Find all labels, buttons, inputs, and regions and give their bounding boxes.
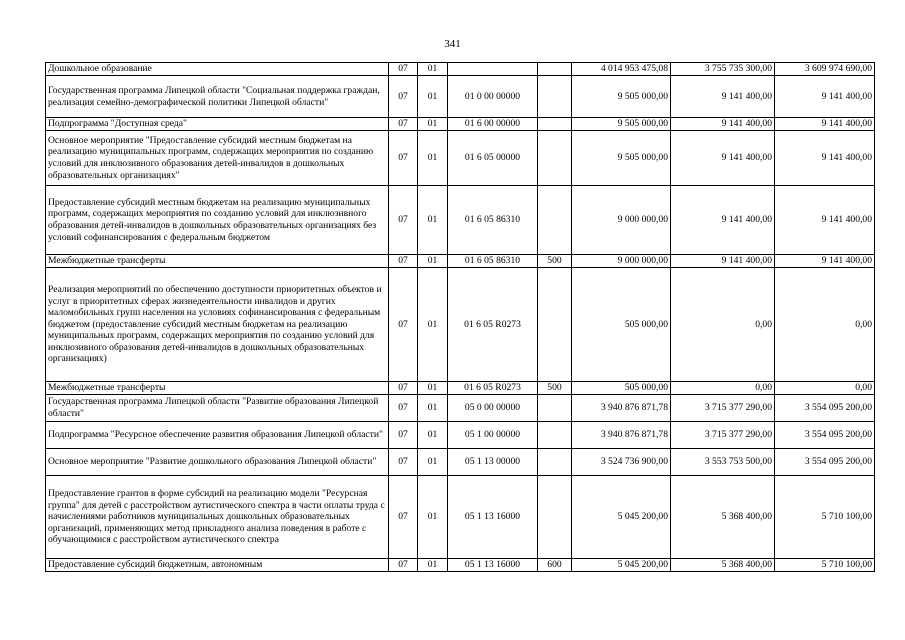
section-code: 07 bbox=[389, 118, 418, 131]
table-row bbox=[46, 131, 875, 186]
target-article-code: 05 1 13 16000 bbox=[448, 559, 538, 572]
target-article-code: 05 0 00 00000 bbox=[448, 395, 538, 422]
subsection-code: 01 bbox=[418, 118, 448, 131]
amount-year-2: 9 141 400,00 bbox=[671, 131, 775, 186]
row-name: Основное мероприятие "Развитие дошкольного образования Липецкой области" bbox=[46, 449, 389, 476]
target-article-code: 01 6 00 00000 bbox=[448, 118, 538, 131]
expense-type-code bbox=[538, 449, 572, 476]
target-article-code: 01 0 00 00000 bbox=[448, 76, 538, 118]
target-article-code: 01 6 05 R0273 bbox=[448, 382, 538, 395]
amount-year-1: 4 014 953 475,08 bbox=[572, 63, 671, 76]
amount-year-3: 3 609 974 690,00 bbox=[775, 63, 875, 76]
subsection-code: 01 bbox=[418, 395, 448, 422]
table-row bbox=[46, 118, 875, 131]
amount-year-1: 3 524 736 900,00 bbox=[572, 449, 671, 476]
section-code: 07 bbox=[389, 268, 418, 382]
table-row bbox=[46, 268, 875, 382]
table-row bbox=[46, 63, 875, 76]
amount-year-3: 3 554 095 200,00 bbox=[775, 422, 875, 449]
target-article-code: 01 6 05 86310 bbox=[448, 255, 538, 268]
table-row bbox=[46, 382, 875, 395]
amount-year-2: 3 715 377 290,00 bbox=[671, 422, 775, 449]
budget-table bbox=[45, 62, 875, 572]
row-name: Подпрограмма "Доступная среда" bbox=[46, 118, 389, 131]
amount-year-2: 3 715 377 290,00 bbox=[671, 395, 775, 422]
row-name: Основное мероприятие "Предоставление субсидий местным бюджетам на реализацию муниципальных программ, содержащих мероприятия по созданию условий для инклюзивного образования детей-инвалидов в дошкольных образовательных организациях" bbox=[46, 131, 389, 186]
section-code: 07 bbox=[389, 131, 418, 186]
expense-type-code bbox=[538, 395, 572, 422]
expense-type-code: 500 bbox=[538, 255, 572, 268]
amount-year-1: 9 000 000,00 bbox=[572, 186, 671, 255]
target-article-code: 01 6 05 86310 bbox=[448, 186, 538, 255]
row-name: Предоставление грантов в форме субсидий на реализацию модели "Ресурсная группа" для детей с расстройством аутистического спектра в части оплаты труда с начислениями работников муниципальных дошкольных образовательных организаций, применяющих метод прикладного анализа поведения в работе с обучающимися с расстройством аутистического спектра bbox=[46, 476, 389, 559]
section-code: 07 bbox=[389, 422, 418, 449]
section-code: 07 bbox=[389, 76, 418, 118]
subsection-code: 01 bbox=[418, 76, 448, 118]
table-row bbox=[46, 449, 875, 476]
row-name: Предоставление субсидий местным бюджетам на реализацию муниципальных программ, содержащих мероприятия по созданию условий для инклюзивного образования детей-инвалидов в дошкольных образовательных организациях без условий софинансирования с федеральным бюджетом bbox=[46, 186, 389, 255]
expense-type-code bbox=[538, 76, 572, 118]
row-name: Государственная программа Липецкой области "Социальная поддержка граждан, реализация семейно-демографической политики Липецкой области" bbox=[46, 76, 389, 118]
amount-year-3: 5 710 100,00 bbox=[775, 476, 875, 559]
row-name: Реализация мероприятий по обеспечению доступности приоритетных объектов и услуг в приоритетных сферах жизнедеятельности инвалидов и других маломобильных групп населения на условиях софинансирования с федеральным бюджетом (предоставление субсидий местным бюджетам на реализацию муниципальных программ, содержащих мероприятия по созданию условий для инклюзивного образования детей-инвалидов в дошкольных образовательных организациях) bbox=[46, 268, 389, 382]
amount-year-3: 3 554 095 200,00 bbox=[775, 449, 875, 476]
subsection-code: 01 bbox=[418, 268, 448, 382]
subsection-code: 01 bbox=[418, 131, 448, 186]
subsection-code: 01 bbox=[418, 186, 448, 255]
amount-year-2: 5 368 400,00 bbox=[671, 476, 775, 559]
table-row bbox=[46, 76, 875, 118]
section-code: 07 bbox=[389, 476, 418, 559]
amount-year-1: 505 000,00 bbox=[572, 268, 671, 382]
row-name: Межбюджетные трансферты bbox=[46, 382, 389, 395]
target-article-code: 05 1 13 16000 bbox=[448, 476, 538, 559]
amount-year-3: 9 141 400,00 bbox=[775, 186, 875, 255]
amount-year-3: 3 554 095 200,00 bbox=[775, 395, 875, 422]
expense-type-code: 500 bbox=[538, 382, 572, 395]
section-code: 07 bbox=[389, 186, 418, 255]
amount-year-3: 0,00 bbox=[775, 268, 875, 382]
amount-year-3: 5 710 100,00 bbox=[775, 559, 875, 572]
table-row bbox=[46, 559, 875, 572]
table-row bbox=[46, 395, 875, 422]
target-article-code: 01 6 05 R0273 bbox=[448, 268, 538, 382]
amount-year-1: 3 940 876 871,78 bbox=[572, 422, 671, 449]
expense-type-code: 600 bbox=[538, 559, 572, 572]
subsection-code: 01 bbox=[418, 449, 448, 476]
amount-year-1: 505 000,00 bbox=[572, 382, 671, 395]
amount-year-3: 9 141 400,00 bbox=[775, 255, 875, 268]
page-number: 341 bbox=[444, 38, 461, 50]
table-row bbox=[46, 422, 875, 449]
section-code: 07 bbox=[389, 255, 418, 268]
amount-year-2: 9 141 400,00 bbox=[671, 186, 775, 255]
subsection-code: 01 bbox=[418, 422, 448, 449]
amount-year-1: 3 940 876 871,78 bbox=[572, 395, 671, 422]
amount-year-1: 9 505 000,00 bbox=[572, 118, 671, 131]
subsection-code: 01 bbox=[418, 559, 448, 572]
section-code: 07 bbox=[389, 449, 418, 476]
amount-year-1: 9 000 000,00 bbox=[572, 255, 671, 268]
expense-type-code bbox=[538, 268, 572, 382]
section-code: 07 bbox=[389, 395, 418, 422]
target-article-code: 05 1 00 00000 bbox=[448, 422, 538, 449]
amount-year-2: 5 368 400,00 bbox=[671, 559, 775, 572]
row-name: Государственная программа Липецкой области "Развитие образования Липецкой области" bbox=[46, 395, 389, 422]
amount-year-1: 9 505 000,00 bbox=[572, 76, 671, 118]
subsection-code: 01 bbox=[418, 476, 448, 559]
expense-type-code bbox=[538, 186, 572, 255]
expense-type-code bbox=[538, 476, 572, 559]
target-article-code: 05 1 13 00000 bbox=[448, 449, 538, 476]
amount-year-3: 0,00 bbox=[775, 382, 875, 395]
subsection-code: 01 bbox=[418, 255, 448, 268]
amount-year-2: 0,00 bbox=[671, 382, 775, 395]
row-name: Межбюджетные трансферты bbox=[46, 255, 389, 268]
table-row bbox=[46, 476, 875, 559]
expense-type-code bbox=[538, 63, 572, 76]
section-code: 07 bbox=[389, 559, 418, 572]
subsection-code: 01 bbox=[418, 63, 448, 76]
target-article-code bbox=[448, 63, 538, 76]
amount-year-3: 9 141 400,00 bbox=[775, 131, 875, 186]
amount-year-2: 9 141 400,00 bbox=[671, 76, 775, 118]
subsection-code: 01 bbox=[418, 382, 448, 395]
table-row bbox=[46, 255, 875, 268]
expense-type-code bbox=[538, 118, 572, 131]
table-row bbox=[46, 186, 875, 255]
amount-year-1: 9 505 000,00 bbox=[572, 131, 671, 186]
expense-type-code bbox=[538, 131, 572, 186]
row-name: Подпрограмма "Ресурсное обеспечение развития образования Липецкой области" bbox=[46, 422, 389, 449]
amount-year-2: 9 141 400,00 bbox=[671, 118, 775, 131]
amount-year-2: 0,00 bbox=[671, 268, 775, 382]
amount-year-2: 9 141 400,00 bbox=[671, 255, 775, 268]
amount-year-3: 9 141 400,00 bbox=[775, 76, 875, 118]
row-name: Дошкольное образование bbox=[46, 63, 389, 76]
amount-year-2: 3 553 753 500,00 bbox=[671, 449, 775, 476]
amount-year-1: 5 045 200,00 bbox=[572, 476, 671, 559]
amount-year-2: 3 755 735 300,00 bbox=[671, 63, 775, 76]
amount-year-1: 5 045 200,00 bbox=[572, 559, 671, 572]
row-name: Предоставление субсидий бюджетным, автономным bbox=[46, 559, 389, 572]
amount-year-3: 9 141 400,00 bbox=[775, 118, 875, 131]
section-code: 07 bbox=[389, 382, 418, 395]
section-code: 07 bbox=[389, 63, 418, 76]
target-article-code: 01 6 05 00000 bbox=[448, 131, 538, 186]
expense-type-code bbox=[538, 422, 572, 449]
